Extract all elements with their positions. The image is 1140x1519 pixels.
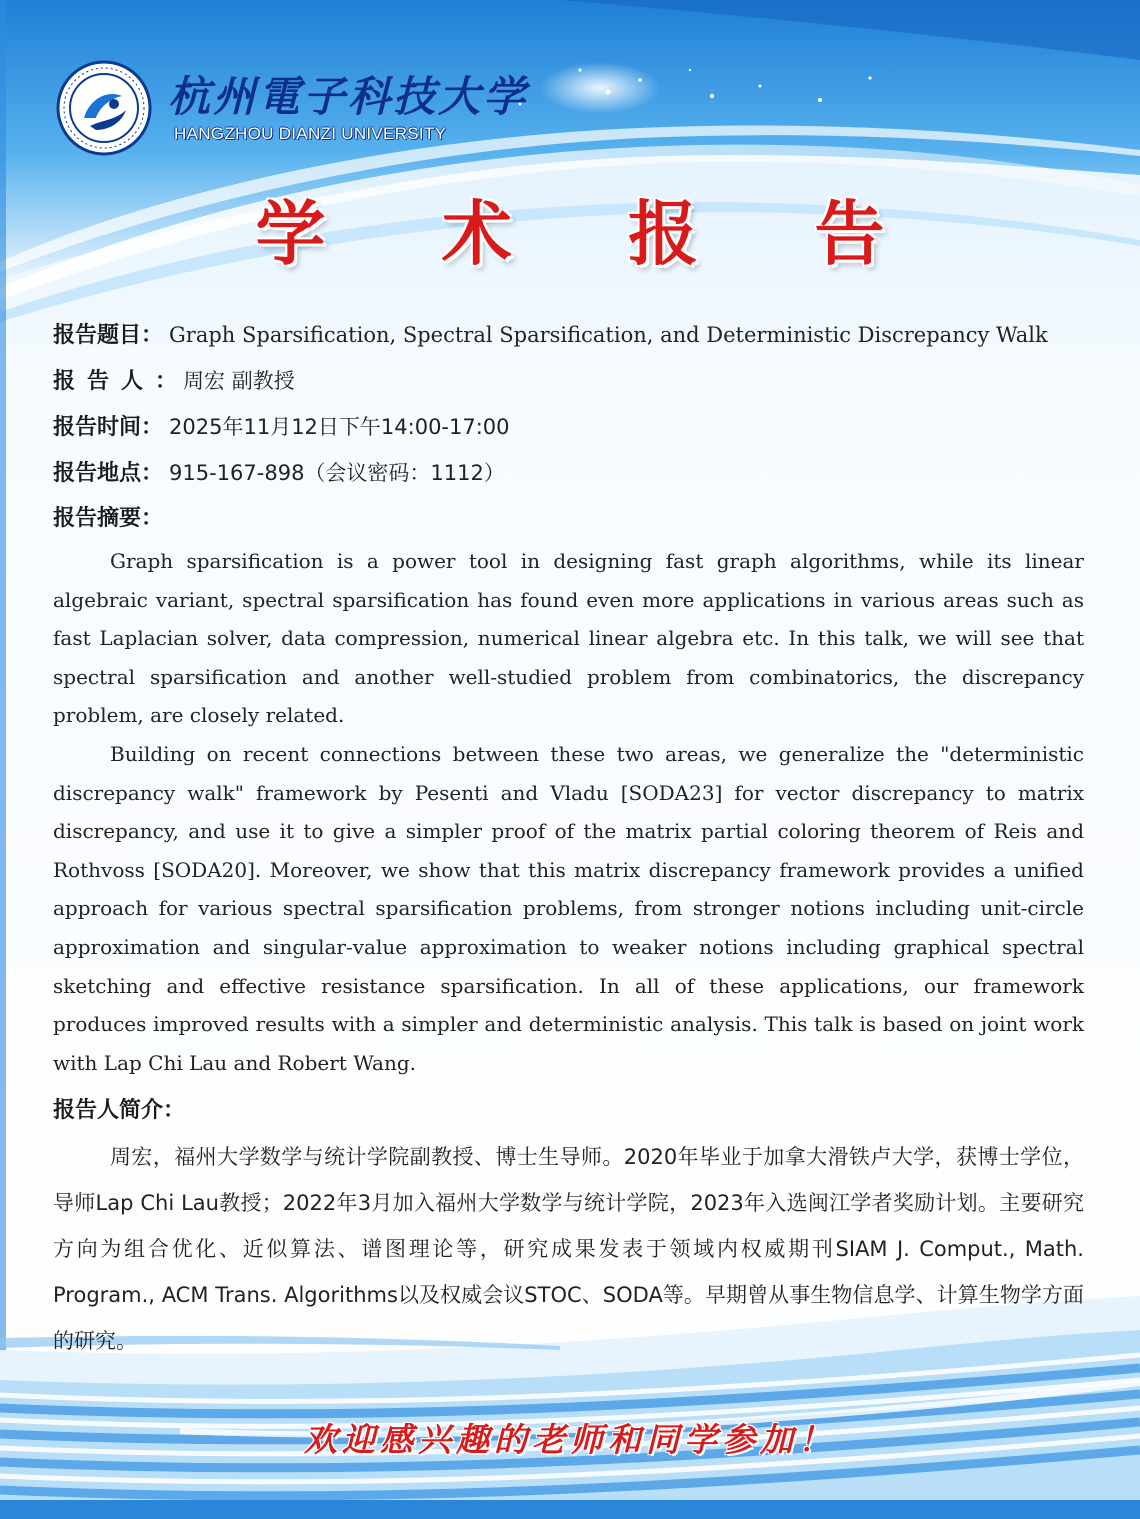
speaker-label: 报告人 xyxy=(53,369,156,394)
content-area xyxy=(53,312,1084,1364)
bio-label: 报告人简介 xyxy=(53,1098,164,1124)
bio-heading xyxy=(53,1088,1084,1134)
abstract-label: 报告摘要 xyxy=(53,506,142,531)
topic-label: 报告题目 xyxy=(53,323,142,348)
abstract-heading xyxy=(53,496,1084,542)
time-row xyxy=(53,404,1084,450)
time-colon: ： xyxy=(141,415,164,440)
abstract-paragraph-2: Building on recent connections between these two areas, we generalize the "deterministic discrepancy walk" framework by Pesenti and Vladu [SODA23] for vector discrepancy to matrix discrepancy, and use it to give a simpler proof of the matrix partial coloring theorem of Reis and Rothvoss [SODA20]. Moreover, we show that this matrix discrepancy framework provides a unified approach for various spectral sparsification problems, from stronger notions including unit-circle approximation and singular-value approximation to weaker notions including graphical spectral sketching and effective resistance sparsification. In all of these applications, our framework produces improved results with a simpler and deterministic analysis. This talk is based on joint work with Lap Chi Lau and Robert Wang. xyxy=(53,741,1084,1075)
university-name-english: HANGZHOU DIANZI UNIVERSITY xyxy=(174,124,447,143)
abstract-paragraph-1: Graph sparsification is a power tool in designing fast graph algorithms, while its linear algebraic variant, spectral sparsification has found even more applications in various areas such as fast Laplacian solver, data compression, numerical linear algebra etc. In this talk, we will see that spectral sparsification and another well-studied problem from combinatorics, the discrepancy problem, are closely related. xyxy=(53,549,1084,728)
speaker-row xyxy=(53,358,1084,404)
bio-colon: ： xyxy=(163,1098,186,1124)
university-seal-logo xyxy=(56,60,152,156)
topic-value: Graph Sparsification, Spectral Sparsification, and Deterministic Discrepancy Walk xyxy=(169,323,1048,347)
abstract-colon: ： xyxy=(141,506,164,531)
poster-title: 学 术 报 告 xyxy=(255,193,931,275)
speaker-colon: ： xyxy=(155,369,178,394)
university-name-chinese: 杭州電子科技大学 xyxy=(168,72,529,121)
place-row xyxy=(53,450,1084,496)
speaker-value: 周宏 副教授 xyxy=(183,369,295,393)
topic-row xyxy=(53,312,1084,358)
place-label: 报告地点 xyxy=(53,461,142,486)
topic-colon: ： xyxy=(141,323,164,348)
time-label: 报告时间 xyxy=(53,415,142,440)
place-value: 915-167-898（会议密码：1112） xyxy=(169,461,505,485)
place-colon: ： xyxy=(141,461,164,486)
bio-paragraph: 周宏，福州大学数学与统计学院副教授、博士生导师。2020年毕业于加拿大滑铁卢大学，获博士学位，导师Lap Chi Lau教授；2022年3月加入福州大学数学与统计学院，2023年入选闽江学者奖励计划。主要研究方向为组合优化、近似算法、谱图理论等，研究成果发表于领域内权威期刊SIAM J. Comput., Math. Program., ACM Trans. Algorithms以及权威会议STOC、SODA等。早期曾从事生物信息学、计算生物学方面的研究。 xyxy=(53,1145,1084,1354)
welcome-message: 欢迎感兴趣的老师和同学参加！ xyxy=(304,1420,836,1459)
time-value: 2025年11月12日下午14:00-17:00 xyxy=(169,415,510,439)
